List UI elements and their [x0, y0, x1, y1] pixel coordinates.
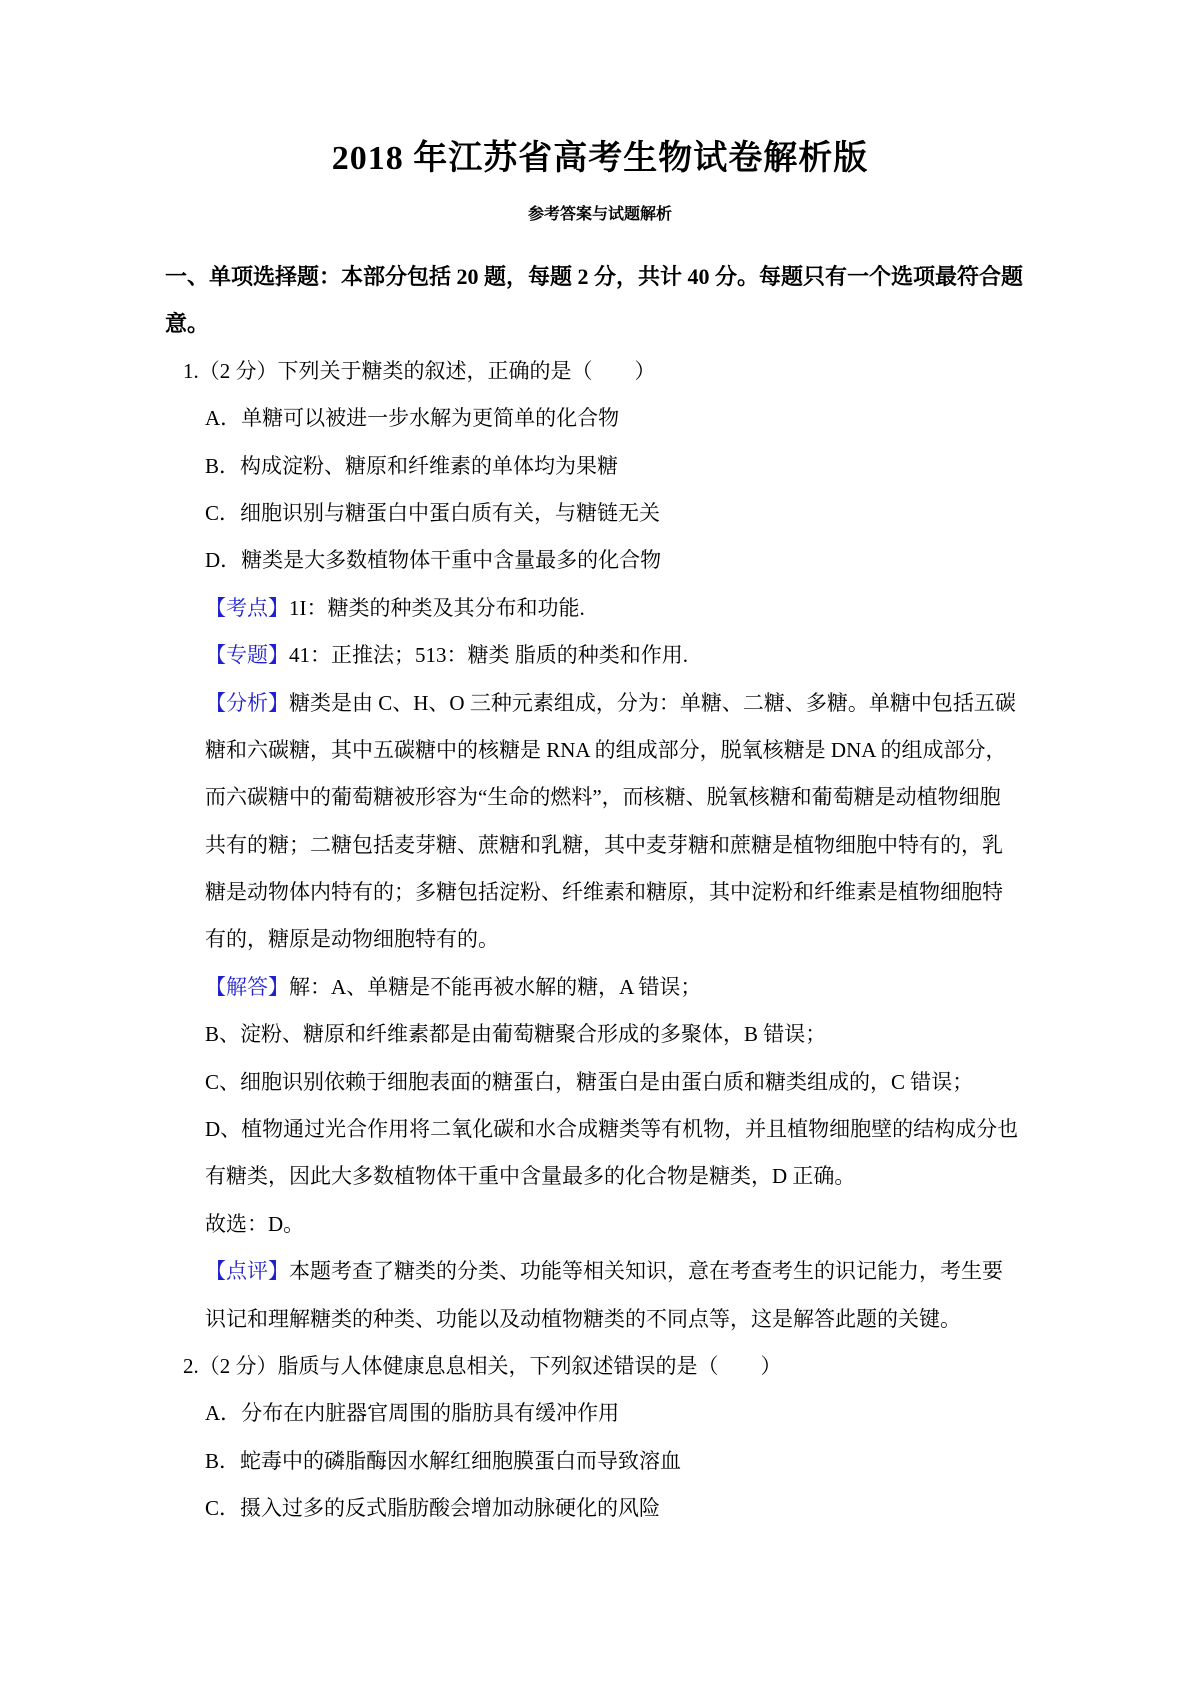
question-stem	[183, 348, 1065, 395]
line-text: 2.（2 分）脂质与人体健康息息相关，下列叙述错误的是（ ）	[183, 1353, 782, 1378]
line-text: C、细胞识别依赖于细胞表面的糖蛋白，糖蛋白是由蛋白质和糖类组成的，C 错误；	[205, 1069, 974, 1094]
document-subtitle: 参考答案与试题解析	[527, 206, 672, 223]
question-stem	[183, 1343, 1065, 1390]
annotation-line	[205, 632, 1065, 679]
line-text: 而六碳糖中的葡萄糖被形容为“生命的燃料”，而核糖、脱氧核糖和葡萄糖是动植物细胞	[205, 785, 1001, 810]
annotation-line	[205, 585, 1065, 632]
line-text: A．分布在内脏器官周围的脂肪具有缓冲作用	[205, 1401, 620, 1426]
answer-option	[205, 537, 1065, 584]
line-text: B．构成淀粉、糖原和纤维素的单体均为果糖	[205, 453, 619, 478]
paragraph-line	[205, 1153, 1065, 1200]
annotation-label: 【考点】	[205, 595, 289, 620]
annotation-line	[205, 964, 1065, 1011]
paragraph-line	[205, 869, 1065, 916]
line-text: 识记和理解糖类的种类、功能以及动植物糖类的不同点等，这是解答此题的关键。	[205, 1306, 961, 1331]
paragraph-line	[205, 1296, 1065, 1343]
line-text: 故选：D。	[205, 1211, 305, 1236]
answer-option	[205, 1390, 1065, 1437]
line-text: A．单糖可以被进一步水解为更简单的化合物	[205, 406, 620, 431]
line-text: B．蛇毒中的磷脂酶因水解红细胞膜蛋白而导致溶血	[205, 1448, 682, 1473]
paragraph-line	[205, 727, 1065, 774]
line-text: D．糖类是大多数植物体干重中含量最多的化合物	[205, 548, 662, 573]
annotation-line	[205, 680, 1065, 727]
annotation-line	[205, 1248, 1065, 1295]
line-text: 糖类是由 C、H、O 三种元素组成，分为：单糖、二糖、多糖。单糖中包括五碳	[289, 690, 1016, 715]
line-text: C．细胞识别与糖蛋白中蛋白质有关，与糖链无关	[205, 500, 661, 525]
section-heading-line	[165, 300, 1065, 347]
line-text: 1.（2 分）下列关于糖类的叙述，正确的是（ ）	[183, 358, 656, 383]
annotation-label: 【解答】	[205, 974, 289, 999]
line-text: 41：正推法；513：糖类 脂质的种类和作用.	[289, 643, 688, 668]
paragraph-line	[205, 822, 1065, 869]
line-text: 本题考查了糖类的分类、功能等相关知识，意在考查考生的识记能力，考生要	[289, 1259, 1003, 1284]
line-text: B、淀粉、糖原和纤维素都是由葡萄糖聚合形成的多聚体，B 错误；	[205, 1022, 827, 1047]
line-text: 一、单项选择题：本部分包括 20 题，每题 2 分，共计 40 分。每题只有一个选项最符合题	[165, 264, 1024, 289]
line-text: 共有的糖；二糖包括麦芽糖、蔗糖和乳糖，其中麦芽糖和蔗糖是植物细胞中特有的，乳	[205, 832, 1003, 857]
annotation-label: 【专题】	[205, 643, 289, 668]
line-text: 糖是动物体内特有的；多糖包括淀粉、纤维素和糖原，其中淀粉和纤维素是植物细胞特	[205, 880, 1003, 905]
annotation-label: 【点评】	[205, 1259, 289, 1284]
line-text: 解：A、单糖是不能再被水解的糖，A 错误；	[289, 974, 702, 999]
line-text: 1I：糖类的种类及其分布和功能.	[289, 595, 585, 620]
line-text: 糖和六碳糖，其中五碳糖中的核糖是 RNA 的组成部分，脱氧核糖是 DNA 的组成部分，	[205, 737, 1007, 762]
annotation-label: 【分析】	[205, 690, 289, 715]
section-heading-line	[165, 253, 1065, 300]
paragraph-line	[205, 1059, 1065, 1106]
document-title: 2018 年江苏省高考生物试卷解析版	[331, 140, 869, 177]
paragraph-line	[205, 916, 1065, 963]
answer-option	[205, 1485, 1065, 1532]
answer-option	[205, 490, 1065, 537]
document-body	[165, 253, 1065, 1533]
paragraph-line	[205, 1201, 1065, 1248]
line-text: C．摄入过多的反式脂肪酸会增加动脉硬化的风险	[205, 1496, 661, 1521]
line-text: 有的，糖原是动物细胞特有的。	[205, 927, 499, 952]
paragraph-line	[205, 1011, 1065, 1058]
paragraph-line	[205, 774, 1065, 821]
answer-option	[205, 395, 1065, 442]
paragraph-line	[205, 1106, 1065, 1153]
answer-option	[205, 443, 1065, 490]
line-text: 有糖类，因此大多数植物体干重中含量最多的化合物是糖类，D 正确。	[205, 1164, 856, 1189]
line-text: 意。	[165, 311, 210, 337]
line-text: D、植物通过光合作用将二氧化碳和水合成糖类等有机物，并且植物细胞壁的结构成分也	[205, 1117, 1019, 1142]
answer-option	[205, 1438, 1065, 1485]
